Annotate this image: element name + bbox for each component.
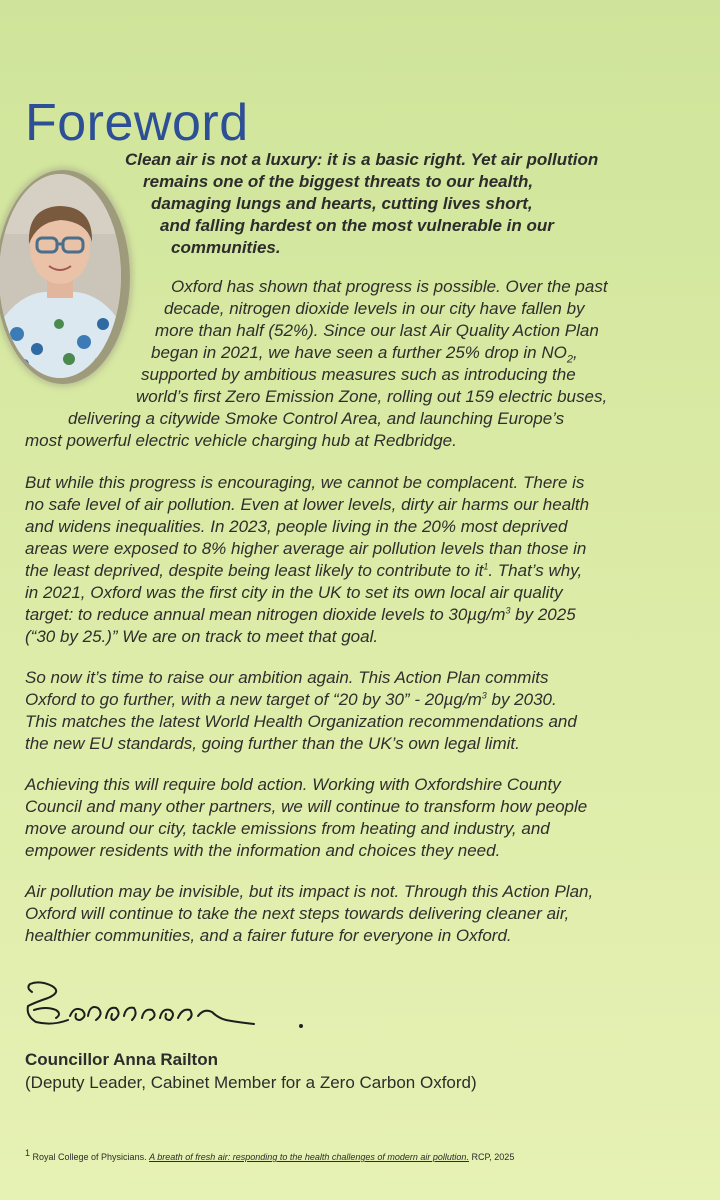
paragraph-line: Council and many other partners, we will continue to transform how people (25, 797, 588, 816)
paragraph-line: healthier communities, and a fairer future for everyone in Oxford. (25, 926, 512, 945)
quote-line: communities. (171, 238, 281, 257)
paragraph-line: world’s first Zero Emission Zone, rolling out 159 electric buses, (136, 387, 608, 406)
paragraph-line: delivering a citywide Smoke Control Area, and launching Europe’s (68, 409, 565, 428)
paragraph-line: areas were exposed to 8% higher average air pollution levels than those in (25, 539, 587, 558)
portrait-frame (0, 170, 130, 384)
paragraph-line: in 2021, Oxford was the first city in the UK to set its own local air quality (25, 583, 563, 602)
quote-line: remains one of the biggest threats to our health, (143, 172, 534, 191)
paragraph-line: Air pollution may be invisible, but its impact is not. Through this Action Plan, (25, 882, 594, 901)
paragraph-line: (“30 by 25.)” We are on track to meet that goal. (25, 627, 379, 646)
paragraph-line: most powerful electric vehicle charging hub at Redbridge. (25, 431, 457, 450)
paragraph-line: supported by ambitious measures such as introducing the (141, 365, 576, 384)
page-title: Foreword (25, 93, 249, 152)
paragraph-line: more than half (52%). Since our last Air Quality Action Plan (155, 321, 599, 340)
signatory-role: (Deputy Leader, Cabinet Member for a Zero Carbon Oxford) (25, 1073, 477, 1092)
paragraph-line: no safe level of air pollution. Even at lower levels, dirty air harms our health (25, 495, 590, 514)
paragraph-line: Oxford will continue to take the next steps towards delivering cleaner air, (25, 904, 570, 923)
quote-line: and falling hardest on the most vulnerable in our (160, 216, 554, 235)
footnote-link[interactable]: A breath of fresh air: responding to the health challenges of modern air pollution. (149, 1152, 469, 1162)
signature-dot (299, 1024, 303, 1028)
quote-line: damaging lungs and hearts, cutting lives short, (151, 194, 533, 213)
paragraph-line: decade, nitrogen dioxide levels in our city have fallen by (164, 299, 585, 318)
portrait-photo (0, 174, 121, 378)
quote-line: Clean air is not a luxury: it is a basic right. Yet air pollution (125, 150, 599, 169)
footnote-ref: 1 (483, 561, 489, 572)
paragraph-line: and widens inequalities. In 2023, people living in the 20% most deprived (25, 517, 568, 536)
paragraph-line: empower residents with the information and choices they need. (25, 841, 501, 860)
paragraph-line: But while this progress is encouraging, we cannot be complacent. There is (25, 473, 585, 492)
paragraph-line: This matches the latest World Health Organization recommendations and (25, 712, 577, 731)
portrait-illustration (0, 174, 121, 378)
footnote-marker: 1 (25, 1148, 31, 1158)
paragraph-line: target: to reduce annual mean nitrogen dioxide levels to $30\mu g/m^3$ by 2025 (25, 605, 576, 624)
paragraph-line: Oxford has shown that progress is possible. Over the past (171, 277, 608, 296)
paragraph-line: So now it’s time to raise our ambition again. This Action Plan commits (25, 668, 549, 687)
paragraph-line: move around our city, tackle emissions from heating and industry, and (25, 819, 550, 838)
signature (22, 980, 262, 1030)
paragraph-line: the new EU standards, going further than the UK’s own legal limit. (25, 734, 520, 753)
paragraph-line: Achieving this will require bold action. Working with Oxfordshire County (25, 775, 561, 794)
paragraph-line: Oxford to go further, with a new target of “20 by 30” - $20\mu g/m^3$ by 2030. (25, 690, 557, 709)
footnote: $^1$ Royal College of Physicians. A breath of fresh air: responding to the health challenges of modern air pollution. RCP, 2025 (25, 1148, 515, 1162)
paragraph-line: the least deprived, despite being least likely to contribute to $it^1$. That’s why, (25, 561, 583, 580)
paragraph-line: began in 2021, we have seen a further 25% drop in $NO_2$, (151, 343, 578, 366)
signatory-name: Councillor Anna Railton (25, 1050, 218, 1069)
